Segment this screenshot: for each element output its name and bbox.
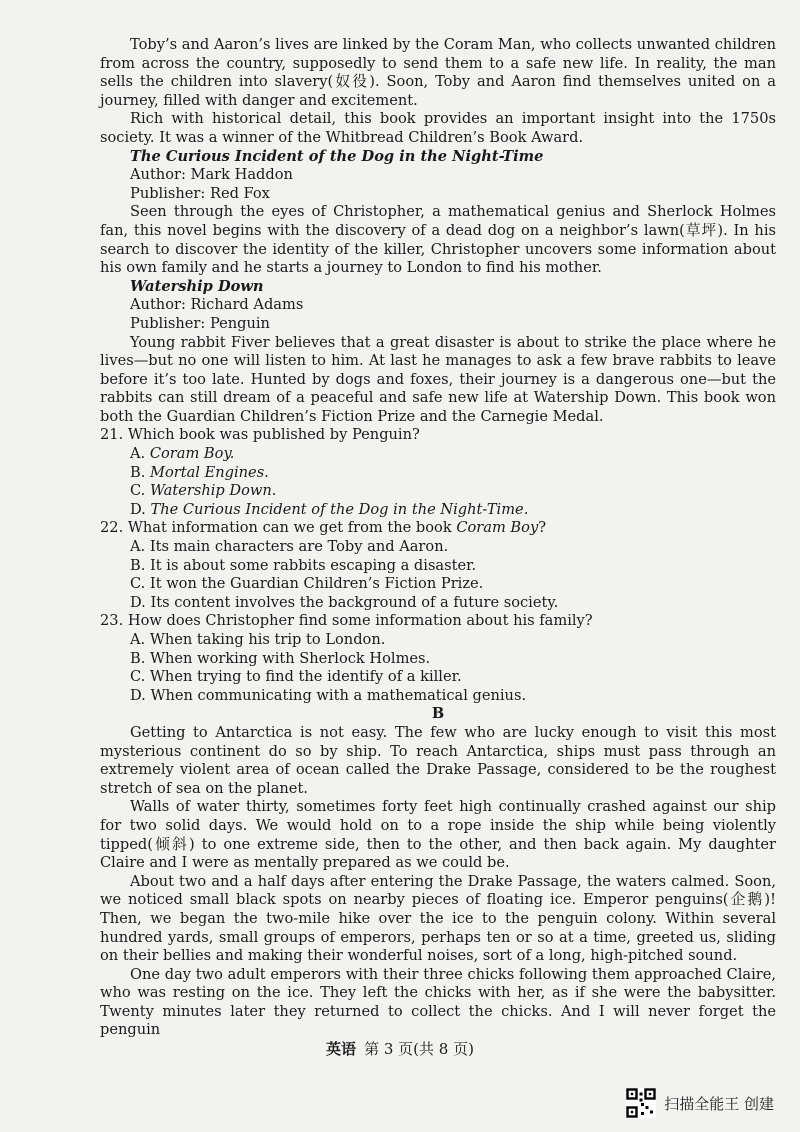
question-option: B. When working with Sherlock Holmes. <box>130 649 431 667</box>
book-description: Seen through the eyes of Christopher, a mathematical genius and Sherlock Holmes fan, this novel begins with the discovery of a dead dog on a neighbor’s lawn(草坪). In his search to discover the identity of the killer, Christopher uncovers some information about his own family and he starts a journey to London to find his mother. <box>100 203 776 277</box>
passage-paragraph: Walls of water thirty, sometimes forty feet high continually crashed against our ship for two solid days. We would hold on to a rope inside the ship while being violently tipped(倾斜) to one extreme side, then to the other, and then back again. My daughter Claire and I were as mentally prepared as we could be. <box>100 798 776 872</box>
book-author: Author: Mark Haddon <box>130 166 293 184</box>
question-22-stem: 22. What information can we get from the book Coram Boy? <box>100 519 547 537</box>
passage-paragraph: About two and a half days after entering the Drake Passage, the waters calmed. Soon, we noticed small black spots on nearby pieces of floating ice. Emperor penguins(企鹅)! Then, we began the two-mile hike over the ice to the penguin colony. Within several hundred yards, small groups of emperors, perhaps ten or so at a time, greeted us, sliding on their bellies and making their wonderful noises, sort of a long, high-pitched sound. <box>100 872 776 965</box>
book-publisher: Publisher: Penguin <box>130 314 270 332</box>
watermark-text: 扫描全能王 创建 <box>664 1094 774 1113</box>
book-publisher: Publisher: Red Fox <box>130 184 270 202</box>
section-label: B <box>431 705 445 723</box>
question-21-stem: 21. Which book was published by Penguin? <box>100 426 420 444</box>
book-description: Young rabbit Fiver believes that a great disaster is about to strike the place where he lives—but no one will listen to him. At last he manages to ask a few brave rabbits to leave before it’s too late. Hunted by dogs and foxes, their journey is a dangerous one—but the rabbits can still dream of a peaceful and safe new life at Watership Down. This book won both the Guardian Children’s Fiction Prize and the Carnegie Medal. <box>100 333 776 425</box>
book-title: The Curious Incident of the Dog in the Night-Time <box>130 147 544 165</box>
page-footer <box>0 1038 800 1059</box>
question-option: A. Coram Boy. <box>130 445 235 463</box>
question-option: C. It won the Guardian Children’s Fiction Prize. <box>130 575 484 593</box>
question-option: A. Its main characters are Toby and Aaron. <box>130 538 449 556</box>
passage-paragraph: One day two adult emperors with their three chicks following them approached Claire, who was resting on the ice. They left the chicks with her, as if she were the babysitter. Twenty minutes later they returned to collect the chicks. And I will never forget the penguin <box>100 965 776 1039</box>
passage-paragraph: Toby’s and Aaron’s lives are linked by the Coram Man, who collects unwanted children from across the country, supposedly to send them to a safe new life. In reality, the man sells the children into slavery(奴役). Soon, Toby and Aaron find themselves united on a journey, filled with danger and excitement. <box>100 36 776 109</box>
question-option: D. Its content involves the background of a future society. <box>130 593 559 611</box>
book-author: Author: Richard Adams <box>130 296 304 314</box>
question-option: B. It is about some rabbits escaping a disaster. <box>130 556 477 574</box>
question-option: C. Watership Down. <box>130 482 277 500</box>
question-option: B. Mortal Engines. <box>130 463 269 481</box>
question-option: D. The Curious Incident of the Dog in the Night-Time. <box>130 500 529 518</box>
question-option: D. When communicating with a mathematical genius. <box>130 686 527 704</box>
passage-paragraph: Getting to Antarctica is not easy. The few who are lucky enough to visit this most mysterious continent do so by ship. To reach Antarctica, ships must pass through an extremely violent area of ocean called the Drake Passage, considered to be the roughest stretch of sea on the planet. <box>100 723 776 797</box>
question-option: A. When taking his trip to London. <box>130 631 386 648</box>
question-option: C. When trying to find the identify of a killer. <box>130 668 462 686</box>
passage-paragraph: Rich with historical detail, this book provides an important insight into the 1750s society. It was a winner of the Whitbread Children’s Book Award. <box>100 110 776 146</box>
scanner-watermark <box>626 1088 774 1118</box>
footer-subject: 英语 <box>326 1040 357 1058</box>
exam-page <box>100 36 776 1040</box>
footer-page-number: 第 3 页(共 8 页) <box>364 1040 474 1058</box>
book-title: Watership Down <box>130 277 264 295</box>
question-23-stem: 23. How does Christopher find some information about his family? <box>100 612 593 630</box>
qr-code-icon <box>626 1088 656 1118</box>
